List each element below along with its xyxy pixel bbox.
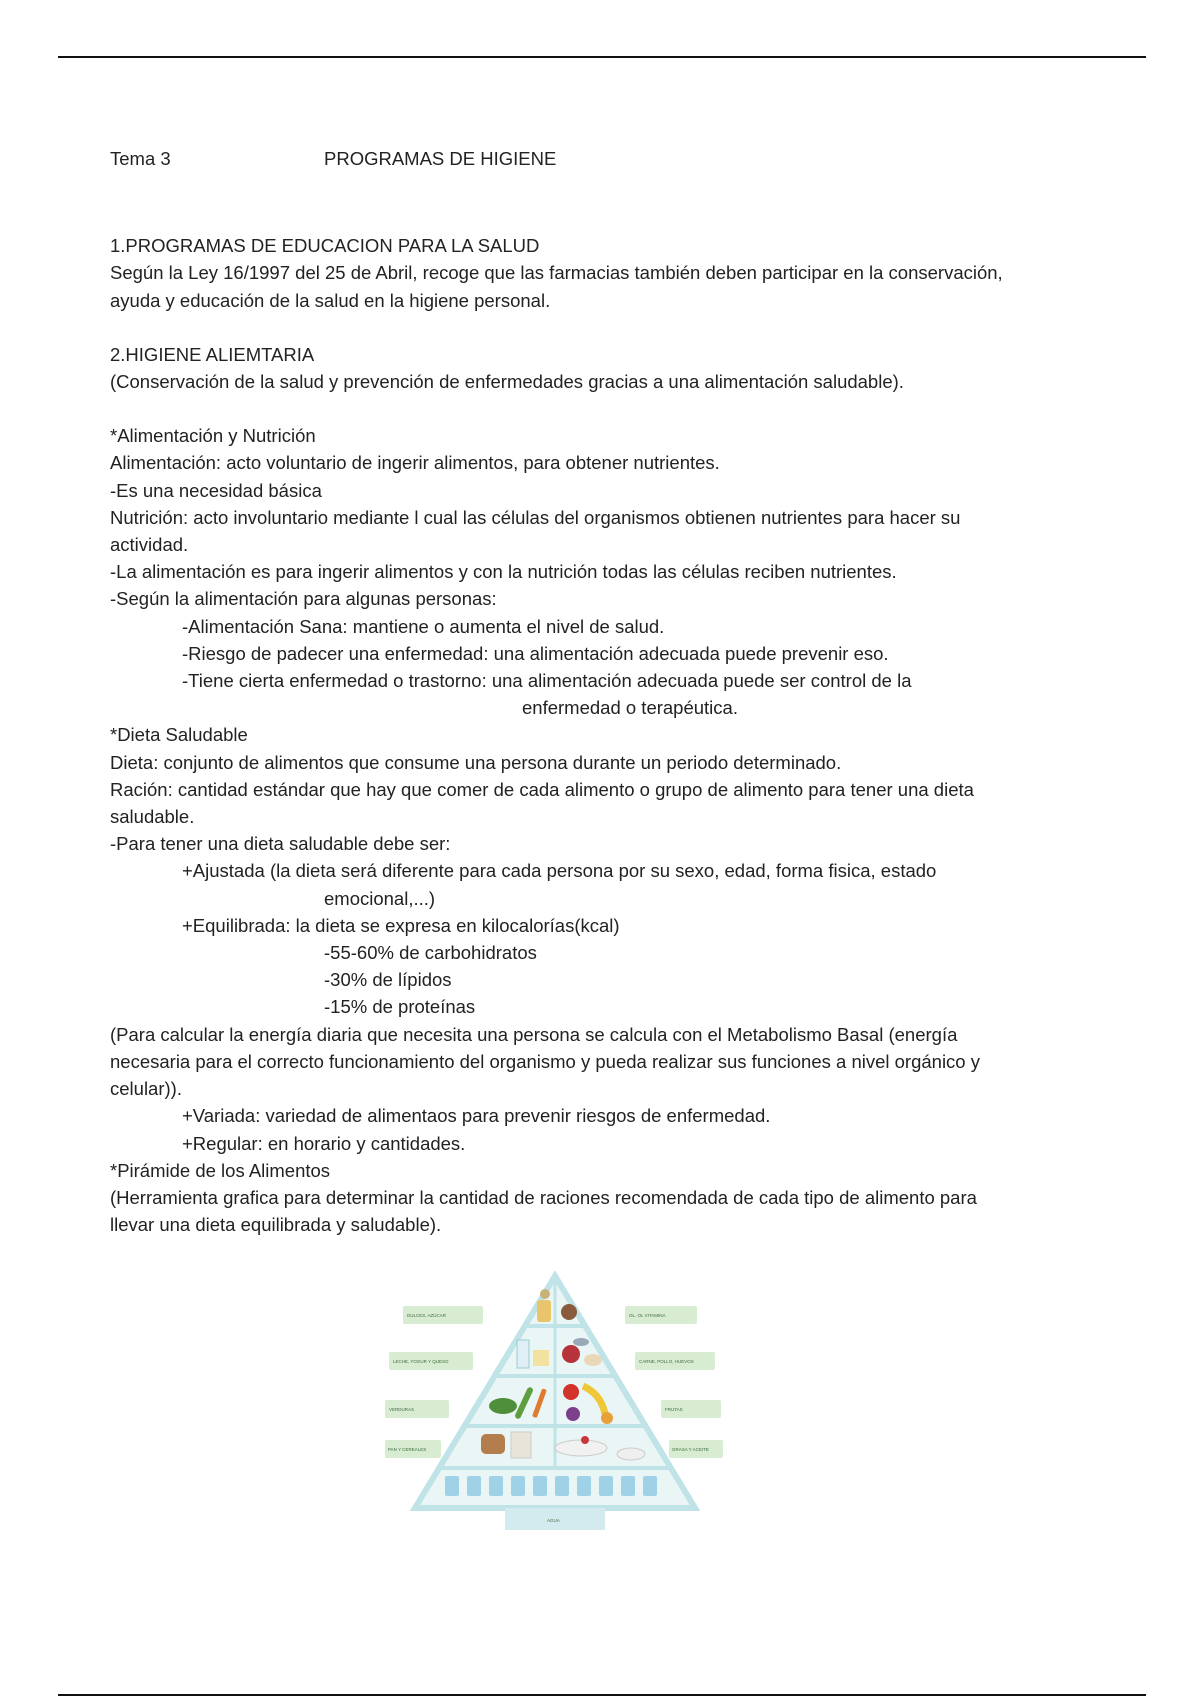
nutrition-sub-item: -Riesgo de padecer una enfermedad: una alimentación adecuada puede prevenir eso. [182, 642, 889, 664]
bread-icon [481, 1434, 505, 1454]
diet-line: -Para tener una dieta saludable debe ser: [110, 833, 451, 855]
document-header [110, 145, 1110, 172]
egg-icon [584, 1354, 602, 1366]
diet-heading: *Dieta Saludable [110, 724, 248, 746]
diet-variada: +Variada: variedad de alimentaos para prevenir riesgos de enfermedad. [182, 1105, 771, 1127]
diet-equilibrada: +Equilibrada: la dieta se expresa en kilocalorías(kcal) [182, 914, 620, 936]
energy-note-line: celular)). [110, 1078, 182, 1100]
energy-note-line: (Para calcular la energía diaria que necesita una persona se calcula con el Metabolismo Basal (energía [110, 1023, 958, 1045]
honey-jar-icon [537, 1300, 551, 1322]
diet-line: saludable. [110, 806, 195, 828]
label-protein: CARNE, POLLO, HUEVOS [639, 1359, 694, 1364]
diet-regular: +Regular: en horario y cantidades. [182, 1132, 466, 1154]
water-glass-icon [621, 1476, 635, 1496]
apple-icon [563, 1384, 579, 1400]
document-page [110, 145, 1110, 1238]
water-glass-icon [511, 1476, 525, 1496]
water-glass-icon [555, 1476, 569, 1496]
fish-icon [573, 1338, 589, 1346]
label-fats: GRASA Y ACEITE [672, 1447, 709, 1452]
pyramid-line: llevar una dieta equilibrada y saludable). [110, 1214, 442, 1236]
rice-plate-icon [555, 1440, 607, 1456]
diet-percentage: -55-60% de carbohidratos [324, 942, 537, 964]
nutrition-line: Alimentación: acto voluntario de ingerir alimentos, para obtener nutrientes. [110, 452, 720, 474]
meat-icon [562, 1345, 580, 1363]
energy-note-line: necesaria para el correcto funcionamiento del organismo y pueda realizar sus funciones a nivel orgánico y [110, 1050, 980, 1072]
nutrition-line: -Según la alimentación para algunas personas: [110, 588, 497, 610]
label-veg: VERDURAS [389, 1407, 415, 1412]
cookie-icon [540, 1289, 550, 1299]
section1-heading: 1.PROGRAMAS DE EDUCACION PARA LA SALUD [110, 235, 540, 257]
label-sweets: DULCES, AZÚCAR [407, 1313, 447, 1318]
diet-percentage: -15% de proteínas [324, 996, 476, 1018]
label-oils: OL. OL VITAMINA [629, 1313, 666, 1318]
nutrition-line: actividad. [110, 534, 189, 556]
water-glass-icon [643, 1476, 657, 1496]
label-dairy: LECHE, YOGUR Y QUESO [393, 1359, 449, 1364]
diet-ajustada: +Ajustada (la dieta será diferente para cada persona por su sexo, edad, forma fisica, estado [182, 860, 937, 882]
section1-line: ayuda y educación de la salud en la higiene personal. [110, 289, 551, 311]
grapes-icon [566, 1407, 580, 1421]
cake-icon [561, 1304, 577, 1320]
water-glass-icon [467, 1476, 481, 1496]
pasta-icon [617, 1448, 645, 1460]
pyramid-heading: *Pirámide de los Alimentos [110, 1159, 331, 1181]
water-glass-icon [533, 1476, 547, 1496]
lettuce-icon [489, 1398, 517, 1414]
water-glass-icon [445, 1476, 459, 1496]
diet-line: Dieta: conjunto de alimentos que consume una persona durante un periodo determinado. [110, 751, 842, 773]
water-glass-icon [577, 1476, 591, 1496]
section2-intro: (Conservación de la salud y prevención de enfermedades gracias a una alimentación saludable). [110, 371, 904, 393]
cheese-icon [533, 1350, 549, 1366]
food-pyramid-illustration [385, 1268, 725, 1568]
bottom-rule [58, 1694, 1146, 1696]
nutrition-line: Nutrición: acto involuntario mediante l cual las células del organismos obtienen nutrientes para hacer su [110, 506, 961, 528]
nutrition-sub-item: -Alimentación Sana: mantiene o aumenta el nivel de salud. [182, 615, 665, 637]
document-title: PROGRAMAS DE HIGIENE [324, 148, 557, 169]
orange-icon [601, 1412, 613, 1424]
label-fruit: FRUTAS [665, 1407, 683, 1412]
label-grains: PAN Y CEREALES [388, 1447, 427, 1452]
section1-line: Según la Ley 16/1997 del 25 de Abril, recoge que las farmacias también deben participar en la conservación, [110, 262, 1003, 284]
nutrition-line: -La alimentación es para ingerir alimentos y con la nutrición todas las células reciben nutrientes. [110, 561, 897, 583]
diet-ajustada-cont: emocional,...) [324, 887, 436, 909]
diet-line: Ración: cantidad estándar que hay que comer de cada alimento o grupo de alimento para tener una dieta [110, 778, 974, 800]
milk-icon [517, 1340, 529, 1368]
section2-heading: 2.HIGIENE ALIEMTARIA [110, 343, 315, 365]
cereal-box-icon [511, 1432, 531, 1458]
top-rule [58, 56, 1146, 58]
label-water: AGUA [547, 1518, 560, 1523]
nutrition-heading: *Alimentación y Nutrición [110, 425, 316, 447]
nutrition-line: -Es una necesidad básica [110, 479, 322, 501]
food-pyramid-figure [385, 1268, 725, 1568]
pyramid-line: (Herramienta grafica para determinar la cantidad de raciones recomendada de cada tipo de alimento para [110, 1186, 977, 1208]
nutrition-sub-item-cont: enfermedad o terapéutica. [522, 697, 738, 719]
water-glass-icon [489, 1476, 503, 1496]
water-glass-icon [599, 1476, 613, 1496]
topic-number: Tema 3 [110, 148, 171, 169]
nutrition-sub-item: -Tiene cierta enfermedad o trastorno: una alimentación adecuada puede ser control de la [182, 670, 912, 692]
tomato-icon [581, 1436, 589, 1444]
diet-percentage: -30% de lípidos [324, 969, 452, 991]
